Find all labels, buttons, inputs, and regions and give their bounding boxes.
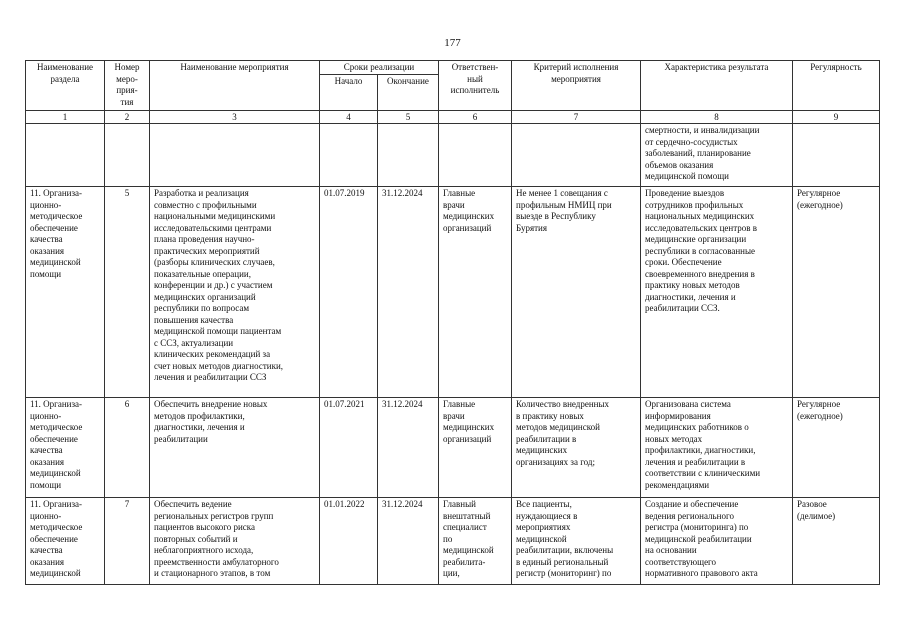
column-number: 5 [378, 110, 439, 124]
column-number: 9 [793, 110, 880, 124]
cell-result: Организована система информирования медицинских работников о новых методах профилактики, диагностики, лечения и реабилитации в соответствии с клиническими рекомендациями [641, 398, 793, 498]
cell-responsible: Главные врачи медицинских организаций [439, 187, 512, 398]
column-number: 4 [320, 110, 378, 124]
header-event: Наименование мероприятия [150, 61, 320, 111]
cell-empty [150, 124, 320, 187]
cell-result: Создание и обеспечение ведения регионального регистра (мониторинга) по медицинской реабилитации на основании соответствующего нормативного правового акта [641, 498, 793, 585]
cell-event: Обеспечить внедрение новых методов профилактики, диагностики, лечения и реабилитации [150, 398, 320, 498]
column-number: 7 [512, 110, 641, 124]
cell-section: 11. Организа- ционно- методическое обеспечение качества оказания медицинской помощи [26, 398, 105, 498]
table-row [26, 187, 880, 398]
cell-empty [512, 124, 641, 187]
header-row [26, 61, 880, 75]
header-terms: Сроки реализации [320, 61, 439, 75]
cell-start-date: 01.01.2022 [320, 498, 378, 585]
cell-number: 5 [105, 187, 150, 398]
cell-criterion: Все пациенты, нуждающиеся в мероприятиях медицинской реабилитации, включены в единый региональный регистр (мониторинг) по [512, 498, 641, 585]
carry-over-row [26, 124, 880, 187]
cell-empty [105, 124, 150, 187]
header-number: Номер меро- прия- тия [105, 61, 150, 111]
cell-empty [793, 124, 880, 187]
cell-responsible: Главные врачи медицинских организаций [439, 398, 512, 498]
header-responsible: Ответствен- ный исполнитель [439, 61, 512, 111]
cell-end-date: 31.12.2024 [378, 398, 439, 498]
cell-number: 7 [105, 498, 150, 585]
cell-event: Разработка и реализация совместно с профильными национальными медицинскими исследовательскими центрами плана проведения научно- практических мероприятий (разборы клинических случаев, показательные операции, конференции и др.) с участием медицинских организаций республики по вопросам повышения качества медицинской помощи пациентам с ССЗ, актуализации клинических рекомендаций за счет новых методов диагностики, лечения и реабилитации ССЗ [150, 187, 320, 398]
cell-section: 11. Организа- ционно- методическое обеспечение качества оказания медицинской [26, 498, 105, 585]
cell-start-date: 01.07.2019 [320, 187, 378, 398]
cell-end-date: 31.12.2024 [378, 187, 439, 398]
table-row [26, 398, 880, 498]
cell-empty [439, 124, 512, 187]
column-number: 3 [150, 110, 320, 124]
cell-regularity: Регулярное (ежегодное) [793, 187, 880, 398]
cell-result: смертности, и инвалидизации от сердечно-сосудистых заболеваний, планирование объемов оказания медицинской помощи [641, 124, 793, 187]
measures-table [25, 60, 880, 585]
cell-end-date: 31.12.2024 [378, 498, 439, 585]
cell-criterion: Количество внедренных в практику новых методов медицинской реабилитации в медицинских организациях за год; [512, 398, 641, 498]
cell-responsible: Главный внештатный специалист по медицинской реабилита- ции, [439, 498, 512, 585]
cell-empty [378, 124, 439, 187]
table-row [26, 498, 880, 585]
page-number: 177 [444, 37, 461, 49]
header-regularity: Регулярность [793, 61, 880, 111]
cell-number: 6 [105, 398, 150, 498]
header-criterion: Критерий исполнения мероприятия [512, 61, 641, 111]
header-end: Окончание [378, 74, 439, 110]
column-number-row [26, 110, 880, 124]
cell-empty [320, 124, 378, 187]
cell-regularity: Регулярное (ежегодное) [793, 398, 880, 498]
cell-event: Обеспечить ведение региональных регистров групп пациентов высокого риска повторных событий и неблагоприятного исхода, преемственности амбулаторного и стационарного этапов, в том [150, 498, 320, 585]
header-result: Характеристика результата [641, 61, 793, 111]
cell-start-date: 01.07.2021 [320, 398, 378, 498]
header-start: Начало [320, 74, 378, 110]
header-section: Наименование раздела [26, 61, 105, 111]
cell-empty [26, 124, 105, 187]
cell-section: 11. Организа- ционно- методическое обеспечение качества оказания медицинской помощи [26, 187, 105, 398]
column-number: 8 [641, 110, 793, 124]
cell-regularity: Разовое (делимое) [793, 498, 880, 585]
column-number: 6 [439, 110, 512, 124]
cell-result: Проведение выездов сотрудников профильных национальных медицинских исследовательских центров в медицинские организации республики в согласованные сроки. Обеспечение своевременного внедрения в практику новых методов диагностики, лечения и реабилитации ССЗ. [641, 187, 793, 398]
column-number: 2 [105, 110, 150, 124]
cell-criterion: Не менее 1 совещания с профильным НМИЦ при выезде в Республику Бурятия [512, 187, 641, 398]
column-number: 1 [26, 110, 105, 124]
